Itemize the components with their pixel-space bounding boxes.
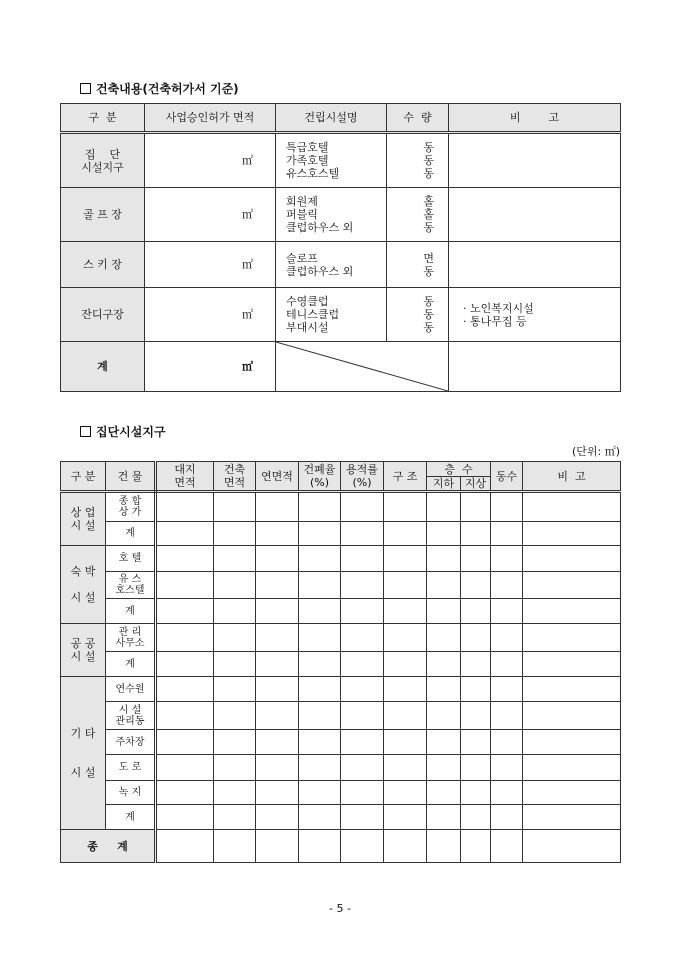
empty-cell <box>256 755 299 781</box>
empty-cell <box>299 522 341 546</box>
facility-name: 부대시설 <box>286 321 329 334</box>
empty-cell <box>523 781 621 805</box>
empty-cell <box>427 599 461 624</box>
facility-name: 유스호스텔 <box>286 167 340 180</box>
empty-cell <box>156 492 214 522</box>
empty-cell <box>214 730 256 755</box>
group-label: 공 공 시 설 <box>61 624 106 677</box>
header-far: 용적률 (%) <box>341 462 384 492</box>
empty-cell <box>491 624 523 652</box>
empty-cell <box>256 652 299 677</box>
empty-cell <box>384 624 427 652</box>
section1-title-text: 건축내용(건축허가서 기준) <box>96 82 239 96</box>
empty-cell <box>214 755 256 781</box>
empty-cell <box>341 546 384 572</box>
empty-cell <box>523 805 621 830</box>
empty-cell <box>156 572 214 599</box>
empty-cell <box>491 522 523 546</box>
empty-cell <box>256 830 299 863</box>
empty-cell <box>299 805 341 830</box>
empty-cell <box>299 677 341 702</box>
header-above-ground: 지상 <box>461 477 491 492</box>
table-row <box>61 572 621 599</box>
header-category: 구 분 <box>61 462 106 492</box>
empty-cell <box>256 730 299 755</box>
empty-cell <box>341 599 384 624</box>
empty-cell <box>491 730 523 755</box>
empty-cell <box>427 781 461 805</box>
empty-cell <box>461 599 491 624</box>
empty-cell <box>299 702 341 730</box>
facility-name: 퍼블릭 <box>286 208 318 221</box>
quantity-unit: 동 <box>423 141 434 154</box>
empty-cell <box>461 492 491 522</box>
diagonal-line <box>276 342 448 391</box>
empty-cell <box>341 805 384 830</box>
quantity-unit: 동 <box>423 308 434 321</box>
empty-cell <box>427 805 461 830</box>
table-row <box>61 624 621 652</box>
empty-cell <box>256 805 299 830</box>
header-note: 비 고 <box>523 462 621 492</box>
note-cell <box>449 133 621 188</box>
building-name: 유 스 호스텔 <box>106 572 156 599</box>
empty-cell <box>256 572 299 599</box>
note-line: · 노인복지시설 <box>463 301 534 315</box>
category-cell: 잔디구장 <box>61 288 145 342</box>
empty-cell <box>384 492 427 522</box>
empty-cell <box>384 702 427 730</box>
empty-cell <box>299 781 341 805</box>
quantity-unit: 홀 <box>423 208 434 221</box>
empty-cell <box>461 572 491 599</box>
empty-cell <box>523 624 621 652</box>
empty-cell <box>341 830 384 863</box>
empty-cell <box>299 599 341 624</box>
header-category: 구 분 <box>61 104 145 133</box>
grand-total-label: 종 계 <box>61 830 156 863</box>
unit-list <box>387 288 449 342</box>
table-header-row <box>61 104 621 133</box>
empty-cell <box>256 781 299 805</box>
facility-name: 회원제 <box>286 195 318 208</box>
empty-cell <box>427 492 461 522</box>
empty-cell <box>256 599 299 624</box>
area-unit: ㎡ <box>145 133 276 188</box>
empty-cell <box>461 546 491 572</box>
empty-cell <box>461 781 491 805</box>
table-row <box>61 546 621 572</box>
empty-cell <box>341 730 384 755</box>
quantity-unit: 면 <box>423 251 434 265</box>
quantity-unit: 동 <box>423 154 434 167</box>
building-name: 연수원 <box>106 677 156 702</box>
header-site-area: 대지 면적 <box>156 462 214 492</box>
checkbox-square-icon <box>80 426 91 437</box>
empty-cell <box>256 677 299 702</box>
facility-name: 슬로프 <box>286 251 318 265</box>
group-label: 기 타 시 설 <box>61 677 106 830</box>
empty-cell <box>156 830 214 863</box>
quantity-unit: 동 <box>423 295 434 308</box>
facility-name: 테니스클럽 <box>286 308 340 321</box>
empty-cell <box>523 572 621 599</box>
empty-cell <box>491 677 523 702</box>
note-cell <box>449 188 621 242</box>
page-number: - 5 - <box>329 902 351 915</box>
facility-list <box>276 242 387 288</box>
building-name: 계 <box>106 652 156 677</box>
checkbox-square-icon <box>80 83 91 94</box>
empty-cell <box>427 730 461 755</box>
empty-cell <box>461 755 491 781</box>
empty-cell <box>341 755 384 781</box>
empty-cell <box>461 624 491 652</box>
total-row <box>61 342 621 392</box>
quantity-unit: 동 <box>423 264 434 278</box>
empty-cell <box>384 755 427 781</box>
total-note <box>449 342 621 392</box>
table-row <box>61 133 621 188</box>
empty-cell <box>156 624 214 652</box>
unit-list <box>387 133 449 188</box>
header-note: 비 고 <box>449 104 621 133</box>
table-row <box>61 702 621 730</box>
empty-cell <box>156 677 214 702</box>
empty-cell <box>299 730 341 755</box>
empty-cell <box>214 546 256 572</box>
empty-cell <box>523 730 621 755</box>
empty-cell <box>461 652 491 677</box>
facility-name: 클럽하우스 외 <box>286 264 354 278</box>
empty-cell <box>523 677 621 702</box>
empty-cell <box>156 730 214 755</box>
facility-list <box>276 188 387 242</box>
empty-cell <box>299 572 341 599</box>
empty-cell <box>523 830 621 863</box>
empty-cell <box>299 492 341 522</box>
header-building-area: 건축 면적 <box>214 462 256 492</box>
empty-cell <box>214 492 256 522</box>
empty-cell <box>156 652 214 677</box>
empty-cell <box>461 522 491 546</box>
empty-cell <box>341 572 384 599</box>
empty-cell <box>299 755 341 781</box>
header-coverage: 건폐율 (%) <box>299 462 341 492</box>
building-name: 계 <box>106 599 156 624</box>
quantity-unit: 동 <box>423 167 434 180</box>
empty-cell <box>384 805 427 830</box>
note-cell <box>449 288 621 342</box>
empty-cell <box>341 702 384 730</box>
empty-cell <box>427 522 461 546</box>
header-below-ground: 지하 <box>427 477 461 492</box>
header-structure: 구 조 <box>384 462 427 492</box>
facility-name: 가족호텔 <box>286 154 329 167</box>
empty-cell <box>256 624 299 652</box>
empty-cell <box>299 546 341 572</box>
empty-cell <box>523 652 621 677</box>
table-row <box>61 781 621 805</box>
table-header-row <box>61 462 621 477</box>
empty-cell <box>256 492 299 522</box>
empty-cell <box>491 830 523 863</box>
empty-cell <box>384 652 427 677</box>
empty-cell <box>427 702 461 730</box>
empty-cell <box>491 781 523 805</box>
table-row <box>61 652 621 677</box>
unit-list <box>387 188 449 242</box>
empty-cell <box>256 546 299 572</box>
header-area: 사업승인허가 면적 <box>145 104 276 133</box>
empty-cell <box>156 781 214 805</box>
empty-cell <box>461 730 491 755</box>
empty-cell <box>156 599 214 624</box>
empty-cell <box>341 492 384 522</box>
building-name: 호 텔 <box>106 546 156 572</box>
empty-cell <box>341 522 384 546</box>
area-unit: ㎡ <box>145 288 276 342</box>
header-floors: 층 수 <box>427 462 491 477</box>
empty-cell <box>214 677 256 702</box>
area-unit: ㎡ <box>145 188 276 242</box>
building-content-table <box>60 103 621 392</box>
empty-cell <box>491 546 523 572</box>
empty-cell <box>523 755 621 781</box>
empty-cell <box>214 624 256 652</box>
empty-cell <box>214 599 256 624</box>
empty-cell <box>341 781 384 805</box>
table-row <box>61 805 621 830</box>
empty-cell <box>491 702 523 730</box>
total-area-unit: ㎡ <box>145 342 276 392</box>
facility-list <box>276 133 387 188</box>
empty-cell <box>214 652 256 677</box>
building-name: 종 합 상 가 <box>106 492 156 522</box>
note-line: · 통나무집 등 <box>463 314 527 328</box>
empty-cell <box>427 572 461 599</box>
empty-cell <box>384 522 427 546</box>
empty-cell <box>523 599 621 624</box>
unit-note: (단위: ㎡) <box>571 445 620 458</box>
empty-cell <box>156 805 214 830</box>
empty-cell <box>214 522 256 546</box>
note-cell <box>449 242 621 288</box>
table-row <box>61 492 621 522</box>
empty-cell <box>156 546 214 572</box>
empty-cell <box>384 830 427 863</box>
empty-cell <box>214 572 256 599</box>
empty-cell <box>523 546 621 572</box>
empty-cell <box>491 599 523 624</box>
empty-cell <box>427 677 461 702</box>
empty-cell <box>214 830 256 863</box>
empty-cell <box>523 522 621 546</box>
table-row <box>61 755 621 781</box>
table-row <box>61 288 621 342</box>
header-facility: 건립시설명 <box>276 104 387 133</box>
quantity-unit: 홀 <box>423 195 434 208</box>
empty-cell <box>214 805 256 830</box>
header-count: 동수 <box>491 462 523 492</box>
empty-cell <box>156 522 214 546</box>
section2-title-text: 집단시설지구 <box>96 425 166 439</box>
facility-name: 특급호텔 <box>286 141 329 154</box>
facility-name: 클럽하우스 외 <box>286 221 354 234</box>
empty-cell <box>427 755 461 781</box>
empty-cell <box>461 830 491 863</box>
table-row <box>61 242 621 288</box>
empty-cell <box>384 781 427 805</box>
empty-cell <box>491 572 523 599</box>
empty-cell <box>341 624 384 652</box>
table-row <box>61 677 621 702</box>
empty-cell <box>491 652 523 677</box>
empty-cell <box>491 492 523 522</box>
empty-cell <box>156 702 214 730</box>
empty-cell <box>427 830 461 863</box>
empty-cell <box>256 702 299 730</box>
building-name: 도 로 <box>106 755 156 781</box>
section2-title <box>80 423 166 440</box>
empty-cell <box>461 677 491 702</box>
category-cell: 스 키 장 <box>61 242 145 288</box>
diagonal-empty-cell <box>276 342 449 392</box>
building-name: 녹 지 <box>106 781 156 805</box>
category-cell: 골 프 장 <box>61 188 145 242</box>
empty-cell <box>299 830 341 863</box>
empty-cell <box>523 492 621 522</box>
empty-cell <box>214 781 256 805</box>
empty-cell <box>214 702 256 730</box>
category-cell: 집 단 시설지구 <box>61 133 145 188</box>
empty-cell <box>156 755 214 781</box>
empty-cell <box>341 677 384 702</box>
building-name: 계 <box>106 522 156 546</box>
facility-list <box>276 288 387 342</box>
empty-cell <box>299 652 341 677</box>
empty-cell <box>299 624 341 652</box>
quantity-unit: 동 <box>423 321 434 334</box>
unit-list <box>387 242 449 288</box>
total-label: 계 <box>61 342 145 392</box>
header-quantity: 수 량 <box>387 104 449 133</box>
empty-cell <box>461 702 491 730</box>
empty-cell <box>427 624 461 652</box>
table-row <box>61 188 621 242</box>
section1-title <box>80 80 239 97</box>
empty-cell <box>384 599 427 624</box>
grand-total-row <box>61 830 621 863</box>
empty-cell <box>491 755 523 781</box>
facility-district-table <box>60 461 621 863</box>
header-building: 건 물 <box>106 462 156 492</box>
empty-cell <box>384 677 427 702</box>
empty-cell <box>256 522 299 546</box>
quantity-unit: 동 <box>423 221 434 234</box>
table-row <box>61 599 621 624</box>
header-floor-area: 연면적 <box>256 462 299 492</box>
building-name: 시 설 관리동 <box>106 702 156 730</box>
group-label: 숙 박 시 설 <box>61 546 106 624</box>
empty-cell <box>384 572 427 599</box>
table-row <box>61 730 621 755</box>
empty-cell <box>384 730 427 755</box>
empty-cell <box>427 546 461 572</box>
empty-cell <box>491 805 523 830</box>
group-label: 상 업 시 설 <box>61 492 106 546</box>
empty-cell <box>427 652 461 677</box>
table-row <box>61 522 621 546</box>
facility-name: 수영클럽 <box>286 295 329 308</box>
building-name: 계 <box>106 805 156 830</box>
empty-cell <box>341 652 384 677</box>
empty-cell <box>523 702 621 730</box>
empty-cell <box>461 805 491 830</box>
building-name: 관 리 사무소 <box>106 624 156 652</box>
empty-cell <box>384 546 427 572</box>
area-unit: ㎡ <box>145 242 276 288</box>
building-name: 주차장 <box>106 730 156 755</box>
